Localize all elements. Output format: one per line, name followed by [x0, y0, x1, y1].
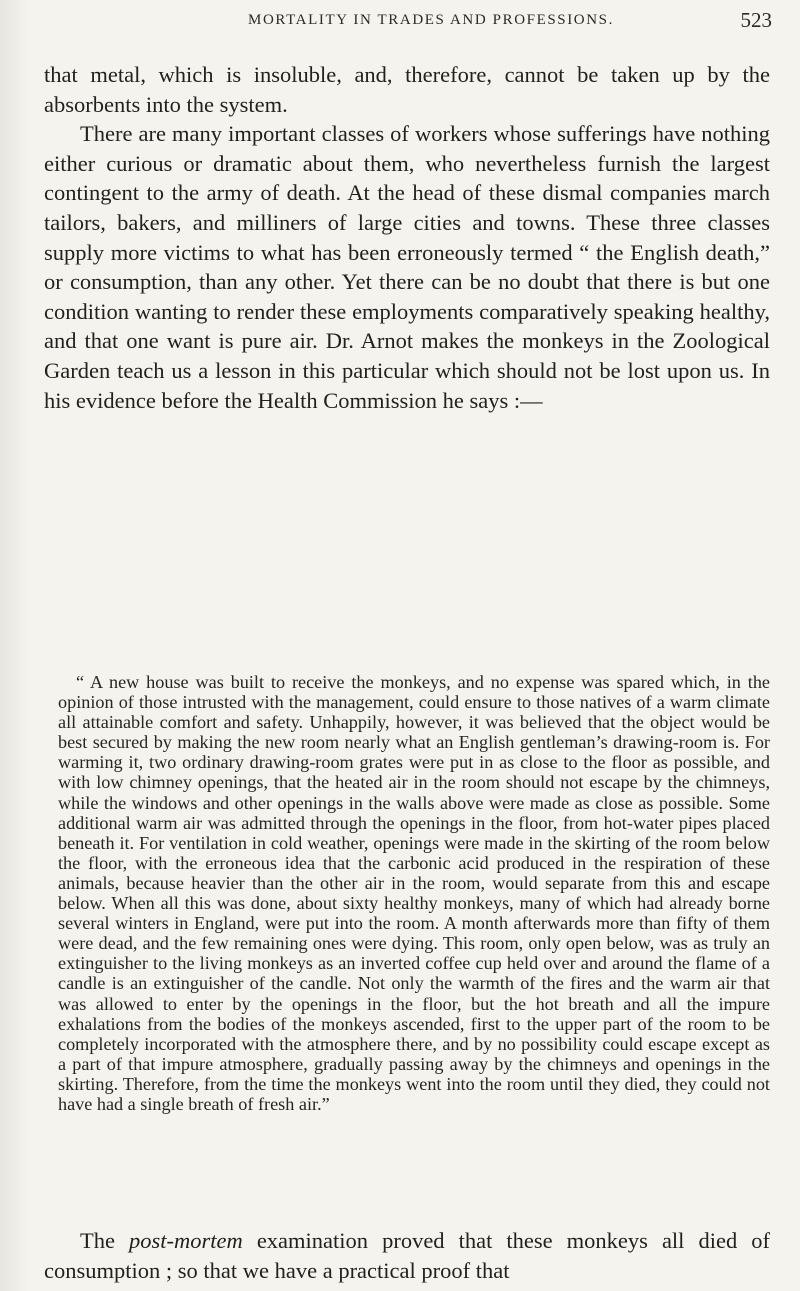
paragraph-workers: There are many important classes of workers whose sufferings have nothing either curious or dramatic about them, who nevertheless furnish the largest contingent to the army of death. At the head of these dismal companies march tailors, bakers, and milliners of large cities and towns. These three classes supply more victims to what has been erroneously termed “ the English death,” or consumption, than any other. Yet there can be no doubt that there is but one condition wanting to render these employments comparatively speaking healthy, and that one want is pure air. Dr. Arnot makes the monkeys in the Zoological Garden teach us a lesson in this particular which should not be lost upon us. In his evidence before the Health Commission he says :—	[44, 121, 770, 413]
page-number: 523	[740, 8, 772, 32]
running-header	[90, 4, 772, 32]
paragraph-continuation: that metal, which is insoluble, and, therefore, cannot be taken up by the absorbents into the system.	[44, 62, 770, 117]
block-quote	[58, 672, 770, 1114]
closing-text-start: The	[80, 1228, 130, 1253]
body-text	[44, 60, 770, 415]
closing-paragraph	[44, 1226, 770, 1285]
page-fold-shadow	[0, 0, 28, 1291]
closing-text-end: examination proved that these monkeys all died of consumption ; so that we have a practical proof that	[44, 1228, 770, 1283]
quote-paragraph: “ A new house was built to receive the monkeys, and no expense was spared which, in the opinion of those intrusted with the management, could ensure to those natives of a warm climate all attainable comfort and safety. Unhappily, however, it was believed that the object would be best secured by making the new room nearly what an English gentleman’s drawing-room is. For warming it, two ordinary drawing-room grates were put in as close to the floor as possible, and with low chimney openings, that the heated air in the room should not escape by the chimneys, while the windows and other openings in the walls above were made as close as possible. Some additional warm air was admitted through the openings in the floor, from hot-water pipes placed beneath it. For ventilation in cold weather, openings were made in the skirting of the room below the floor, with the erroneous idea that the carbonic acid produced in the respiration of these animals, because heavier than the other air in the room, would separate from this and escape below. When all this was done, about sixty healthy monkeys, many of which had already borne several winters in England, were put into the room. A month afterwards more than fifty of them were dead, and the few remaining ones were dying. This room, only open below, was as truly an extinguisher to the living monkeys as an inverted coffee cup held over and around the flame of a candle is an extinguisher of the candle. Not only the warmth of the fires and the warm air that was allowed to enter by the openings in the floor, but the hot breath and all the impure exhalations from the bodies of the monkeys ascended, first to the upper part of the room to be completely incorporated with the atmosphere there, and by no possibility could escape except as a part of that impure atmosphere, gradually passing away by the chimneys and openings in the skirting. Therefore, from the time the monkeys went into the room until they died, they could not have had a single breath of fresh air.”	[58, 672, 770, 1114]
italic-term: post-mortem	[129, 1228, 243, 1253]
closing-text	[44, 1226, 770, 1285]
running-title: MORTALITY IN TRADES AND PROFESSIONS.	[248, 12, 614, 28]
